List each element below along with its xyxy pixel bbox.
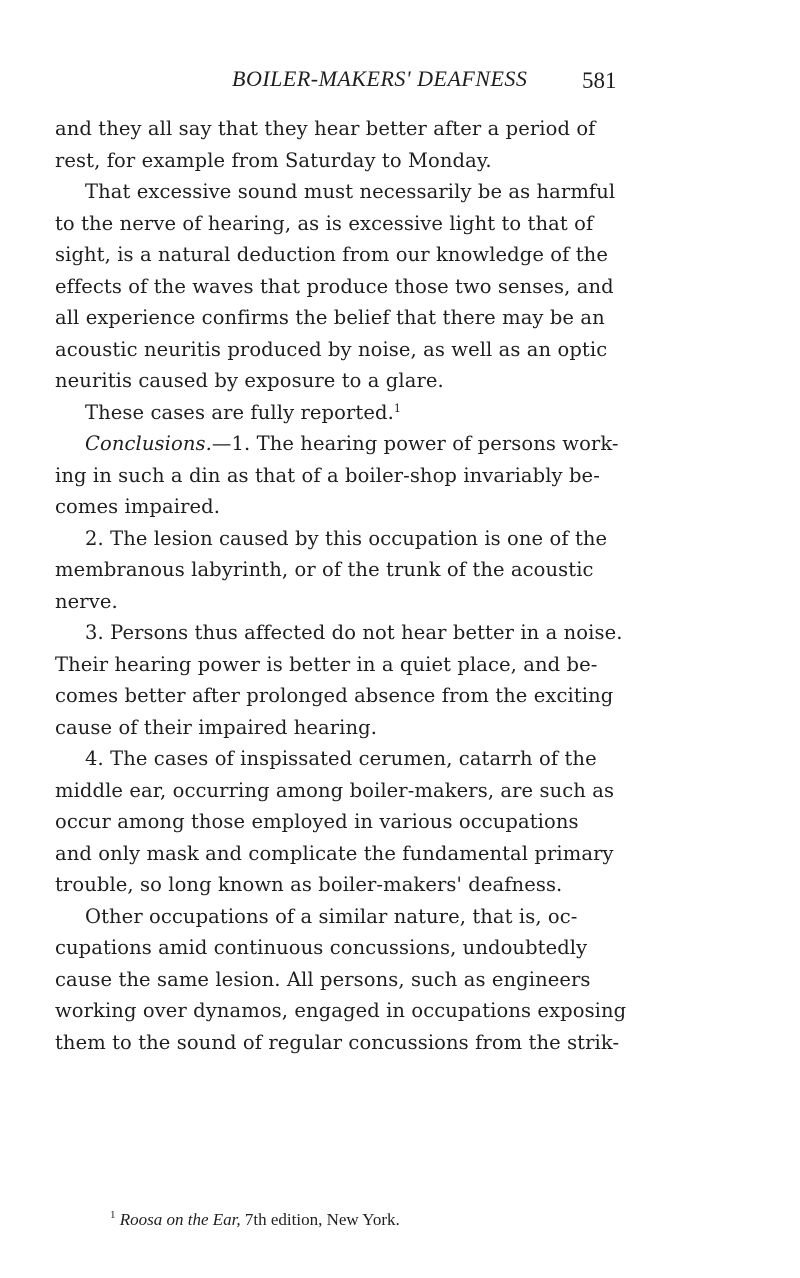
text-line: [55, 271, 755, 303]
line-text: —1. The hearing power of persons work-: [211, 432, 619, 455]
line-text: sight, is a natural deduction from our knowledge of the: [55, 243, 608, 266]
text-line: [55, 334, 755, 366]
text-line: [55, 932, 755, 964]
text-line: [55, 838, 755, 870]
text-line: [55, 995, 755, 1027]
text-line: [55, 680, 755, 712]
text-line: [55, 523, 755, 555]
line-text: to the nerve of hearing, as is excessive light to that of: [55, 211, 594, 235]
line-text: all experience confirms the belief that there may be an: [55, 306, 605, 329]
running-head: BOILER-MAKERS' DEAFNESS: [232, 66, 528, 91]
line-text: cupations amid continuous concussions, undoubtedly: [55, 936, 588, 959]
text-line: [55, 239, 755, 271]
line-text: neuritis caused by exposure to a glare.: [55, 369, 444, 392]
footnote-text: 7th edition, New York.: [240, 1210, 400, 1229]
line-text: 3. Persons thus affected do not hear better in a noise.: [85, 621, 623, 644]
body-text: [55, 113, 755, 1058]
line-text: occur among those employed in various occupations: [55, 810, 579, 833]
line-text: cause the same lesion. All persons, such as engineers: [55, 967, 591, 991]
text-line: [55, 113, 755, 145]
line-text: cause of their impaired hearing.: [55, 715, 378, 739]
footnote-marker: 1: [110, 1209, 116, 1221]
line-text: nerve.: [55, 589, 118, 613]
line-text: comes better after prolonged absence from the exciting: [55, 684, 614, 707]
text-line: [55, 397, 755, 429]
line-text: and only mask and complicate the fundamental primary: [55, 841, 614, 865]
text-line: [55, 176, 755, 208]
line-text: trouble, so long known as boiler-makers' deafness.: [55, 873, 563, 896]
line-text: rest, for example from Saturday to Monday.: [55, 148, 492, 172]
text-line: [55, 649, 755, 681]
text-line: [55, 302, 755, 334]
line-text: These cases are fully reported.: [85, 400, 394, 424]
footnote: [110, 1210, 400, 1230]
line-text: working over dynamos, engaged in occupations exposing: [55, 999, 627, 1022]
text-line: [55, 743, 755, 775]
footnote-reference: 1: [393, 401, 401, 415]
page-header: [0, 62, 800, 102]
text-line: [55, 208, 755, 240]
text-line: [55, 806, 755, 838]
section-lead: Conclusions.: [85, 432, 212, 455]
line-text: them to the sound of regular concussions from the strik-: [55, 1030, 620, 1054]
line-text: effects of the waves that produce those two senses, and: [55, 274, 614, 298]
line-text: That excessive sound must necessarily be as harmful: [85, 180, 616, 203]
line-text: Other occupations of a similar nature, that is, oc-: [85, 904, 578, 928]
text-line: [55, 712, 755, 744]
text-line: [55, 775, 755, 807]
line-text: acoustic neuritis produced by noise, as well as an optic: [55, 337, 608, 361]
text-line: [55, 617, 755, 649]
text-line: [55, 428, 755, 460]
page-number: 581: [582, 68, 617, 93]
line-text: 4. The cases of inspissated cerumen, catarrh of the: [85, 747, 597, 770]
line-text: membranous labyrinth, or of the trunk of the acoustic: [55, 558, 594, 581]
line-text: Their hearing power is better in a quiet place, and be-: [55, 652, 598, 676]
text-line: [55, 365, 755, 397]
text-line: [55, 901, 755, 933]
line-text: 2. The lesion caused by this occupation is one of the: [85, 526, 608, 550]
line-text: comes impaired.: [55, 495, 221, 518]
text-line: [55, 145, 755, 177]
text-line: [55, 869, 755, 901]
text-line: [55, 1027, 755, 1059]
line-text: ing in such a din as that of a boiler-shop invariably be-: [55, 463, 600, 487]
text-line: [55, 586, 755, 618]
text-line: [55, 460, 755, 492]
text-line: [55, 964, 755, 996]
line-text: middle ear, occurring among boiler-makers, are such as: [55, 778, 615, 802]
line-text: and they all say that they hear better after a period of: [55, 117, 596, 140]
text-line: [55, 491, 755, 523]
text-line: [55, 554, 755, 586]
footnote-source-title: Roosa on the Ear,: [119, 1210, 241, 1229]
